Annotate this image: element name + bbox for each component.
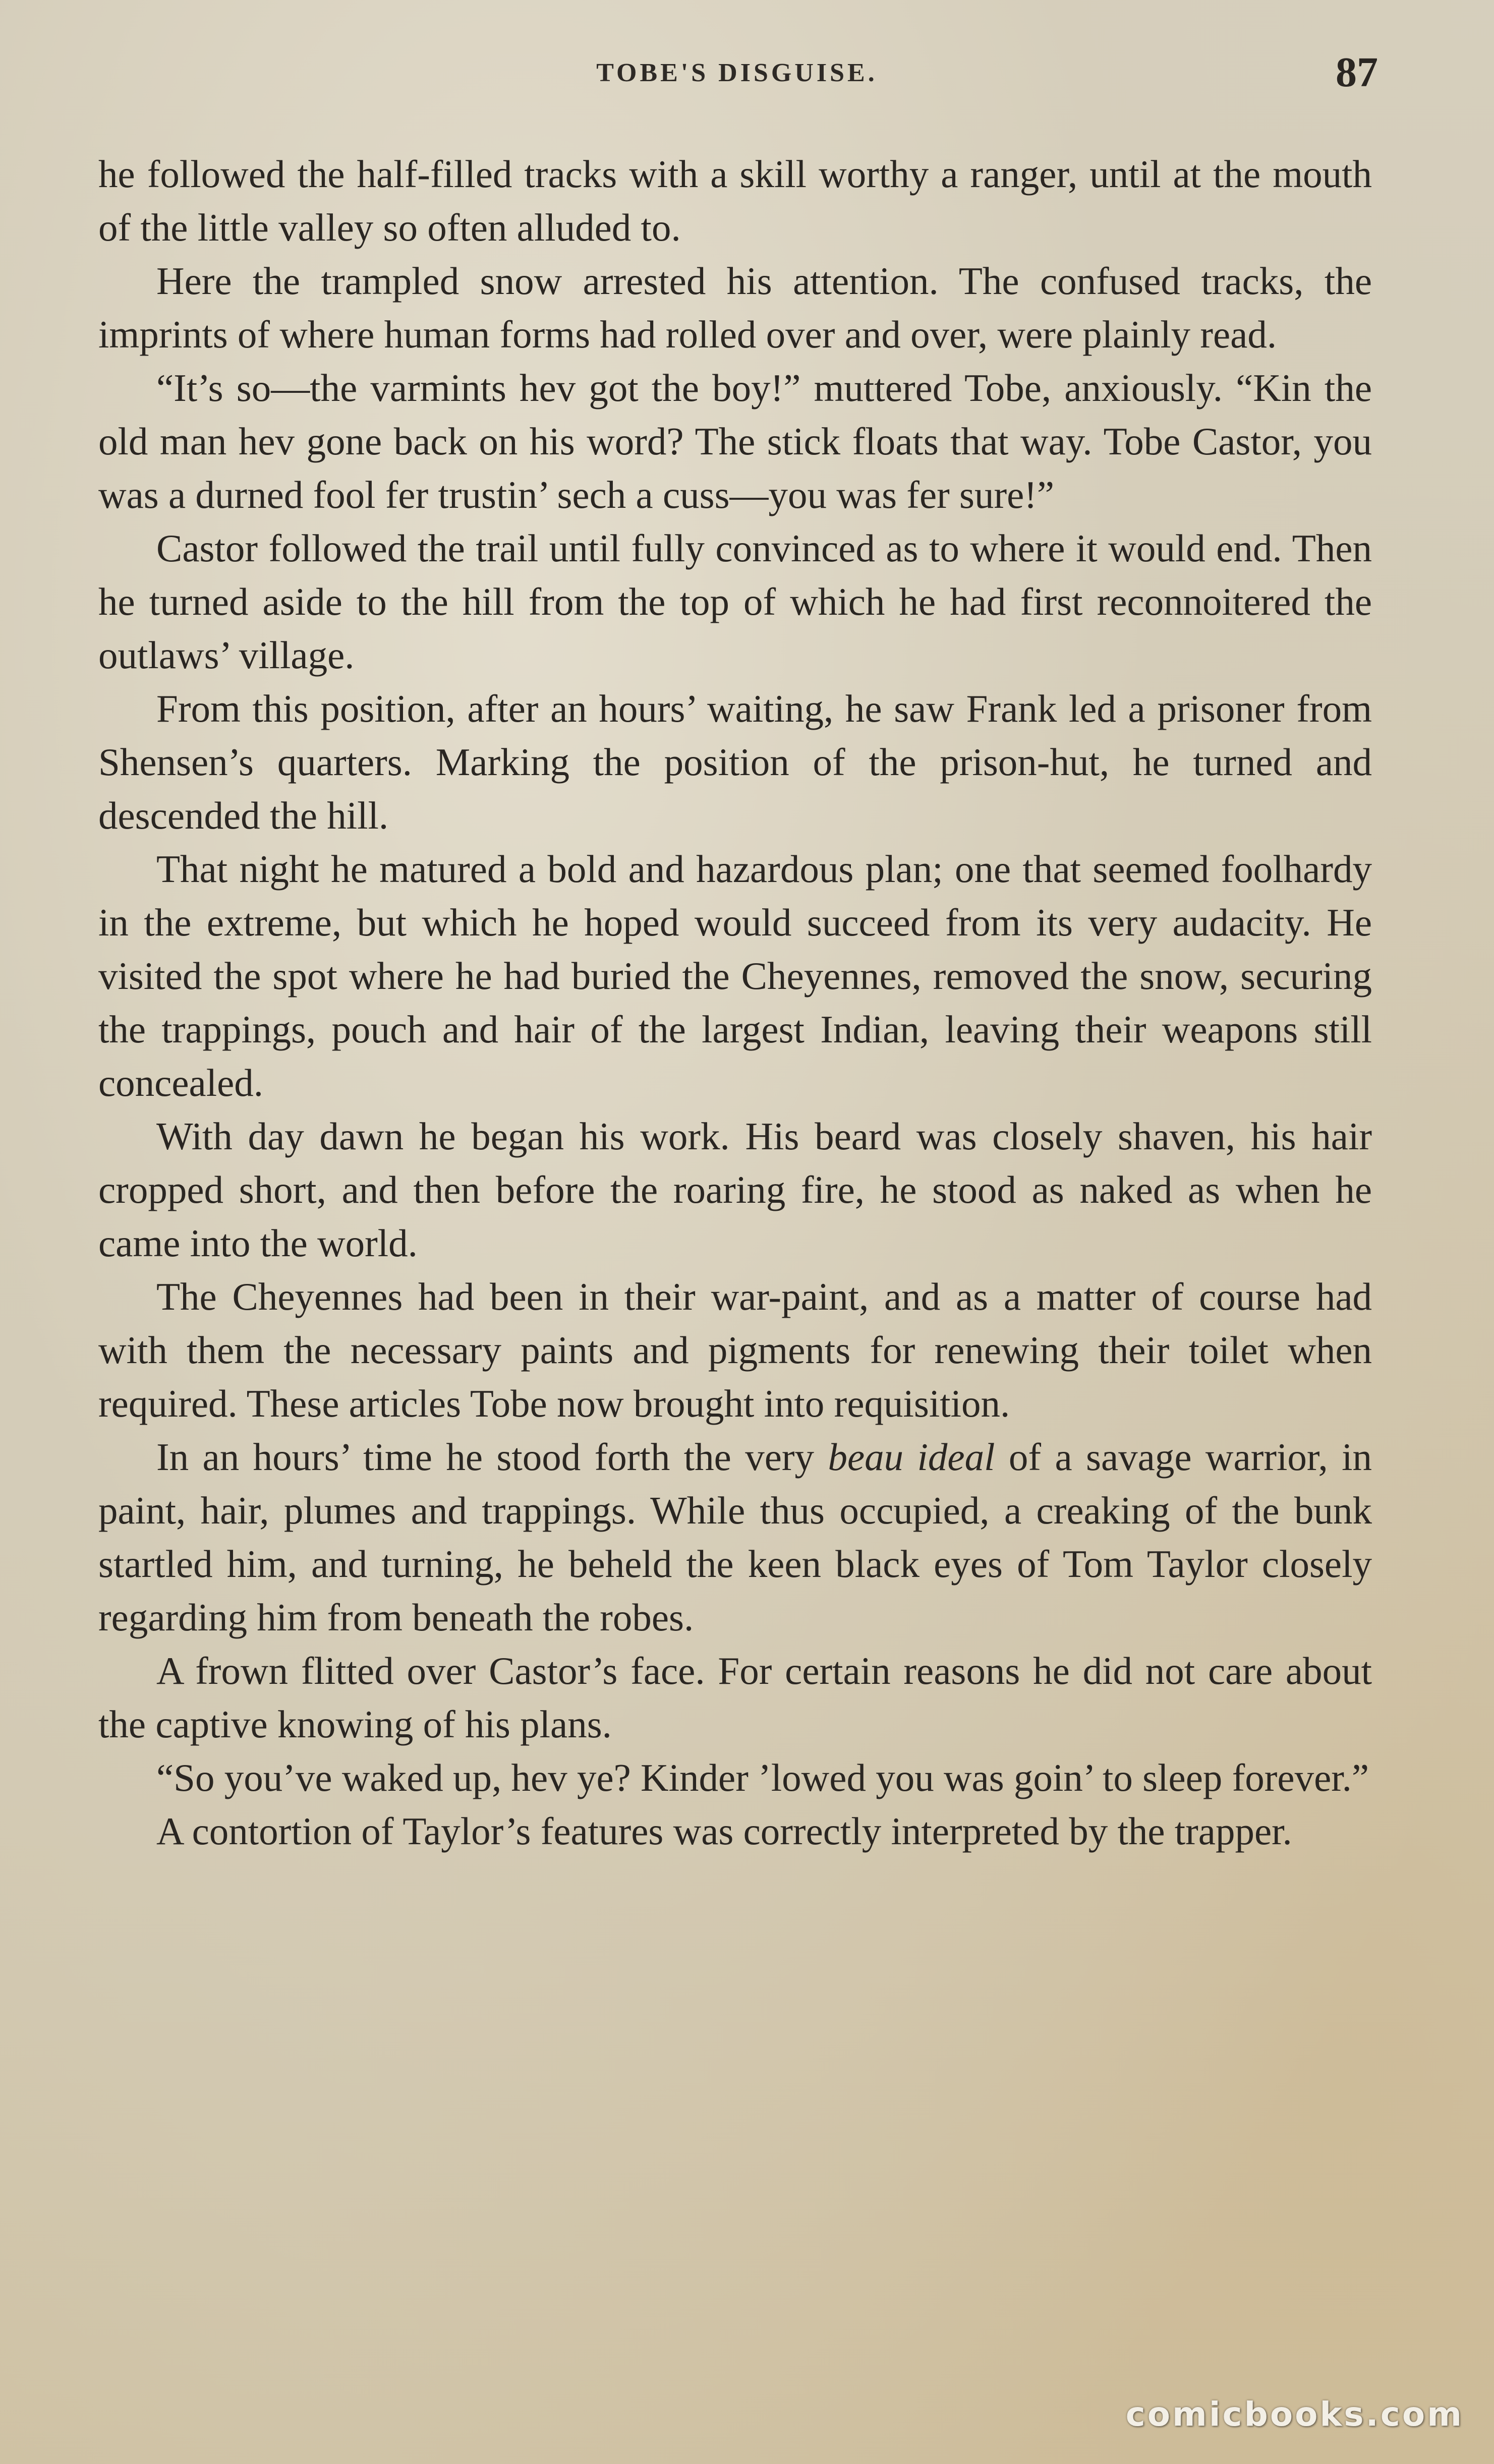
- paragraph: “It’s so—the varmints hev got the boy!” muttered Tobe, anxiously. “Kin the old man hev gone back on his word? The stick floats that way. Tobe Castor, you was a durned fool fer trustin’ sech a cuss—you was fer sure!”: [98, 366, 1372, 516]
- paragraph: A frown flitted over Castor’s face. For certain reasons he did not care about the captive knowing of his plans.: [98, 1649, 1372, 1746]
- running-head: TOBE'S DISGUISE.: [596, 58, 878, 87]
- paragraph: Here the trampled snow arrested his attention. The confused tracks, the imprints of where human forms had rolled over and over, were plainly read.: [98, 259, 1372, 356]
- paragraph: The Cheyennes had been in their war-paint, and as a matter of course had with them the necessary paints and pigments for renewing their toilet when required. These articles Tobe now brought into requisition.: [98, 1275, 1372, 1425]
- body-text: [98, 147, 1372, 1858]
- paragraph: A contortion of Taylor’s features was correctly interpreted by the trapper.: [156, 1809, 1292, 1853]
- paragraph: That night he matured a bold and hazardous plan; one that seemed foolhardy in the extreme, but which he hoped would succeed from its very audacity. He visited the spot where he had buried the Cheyennes, removed the snow, securing the trappings, pouch and hair of the largest Indian, leaving their weapons still concealed.: [98, 847, 1372, 1104]
- paragraph: In an hours’ time he stood forth the very beau ideal of a savage warrior, in paint, hair, plumes and trappings. While thus occupied, a creaking of the bunk startled him, and turning, he beheld the keen black eyes of Tom Taylor closely regarding him from beneath the robes.: [98, 1435, 1372, 1639]
- paragraph: With day dawn he began his work. His beard was closely shaven, his hair cropped short, and then before the roaring fire, he stood as naked as when he came into the world.: [98, 1114, 1372, 1265]
- paragraph: he followed the half-filled tracks with a skill worthy a ranger, until at the mouth of the little valley so often alluded to.: [98, 152, 1372, 249]
- paragraph: “So you’ve waked up, hev ye? Kinder ’lowed you was goin’ to sleep forever.”: [156, 1756, 1369, 1799]
- watermark: comicbooks.com: [1125, 2395, 1464, 2434]
- paragraph: From this position, after an hours’ waiting, he saw Frank led a prisoner from Shensen’s quarters. Marking the position of the prison-hut, he turned and descended the hill.: [98, 687, 1372, 837]
- page-number: 87: [1336, 49, 1378, 96]
- italic-phrase: beau ideal: [828, 1435, 995, 1479]
- paragraph: Castor followed the trail until fully convinced as to where it would end. Then he turned aside to the hill from the top of which he had first reconnoitered the outlaws’ village.: [98, 526, 1372, 677]
- page-header: [96, 48, 1378, 108]
